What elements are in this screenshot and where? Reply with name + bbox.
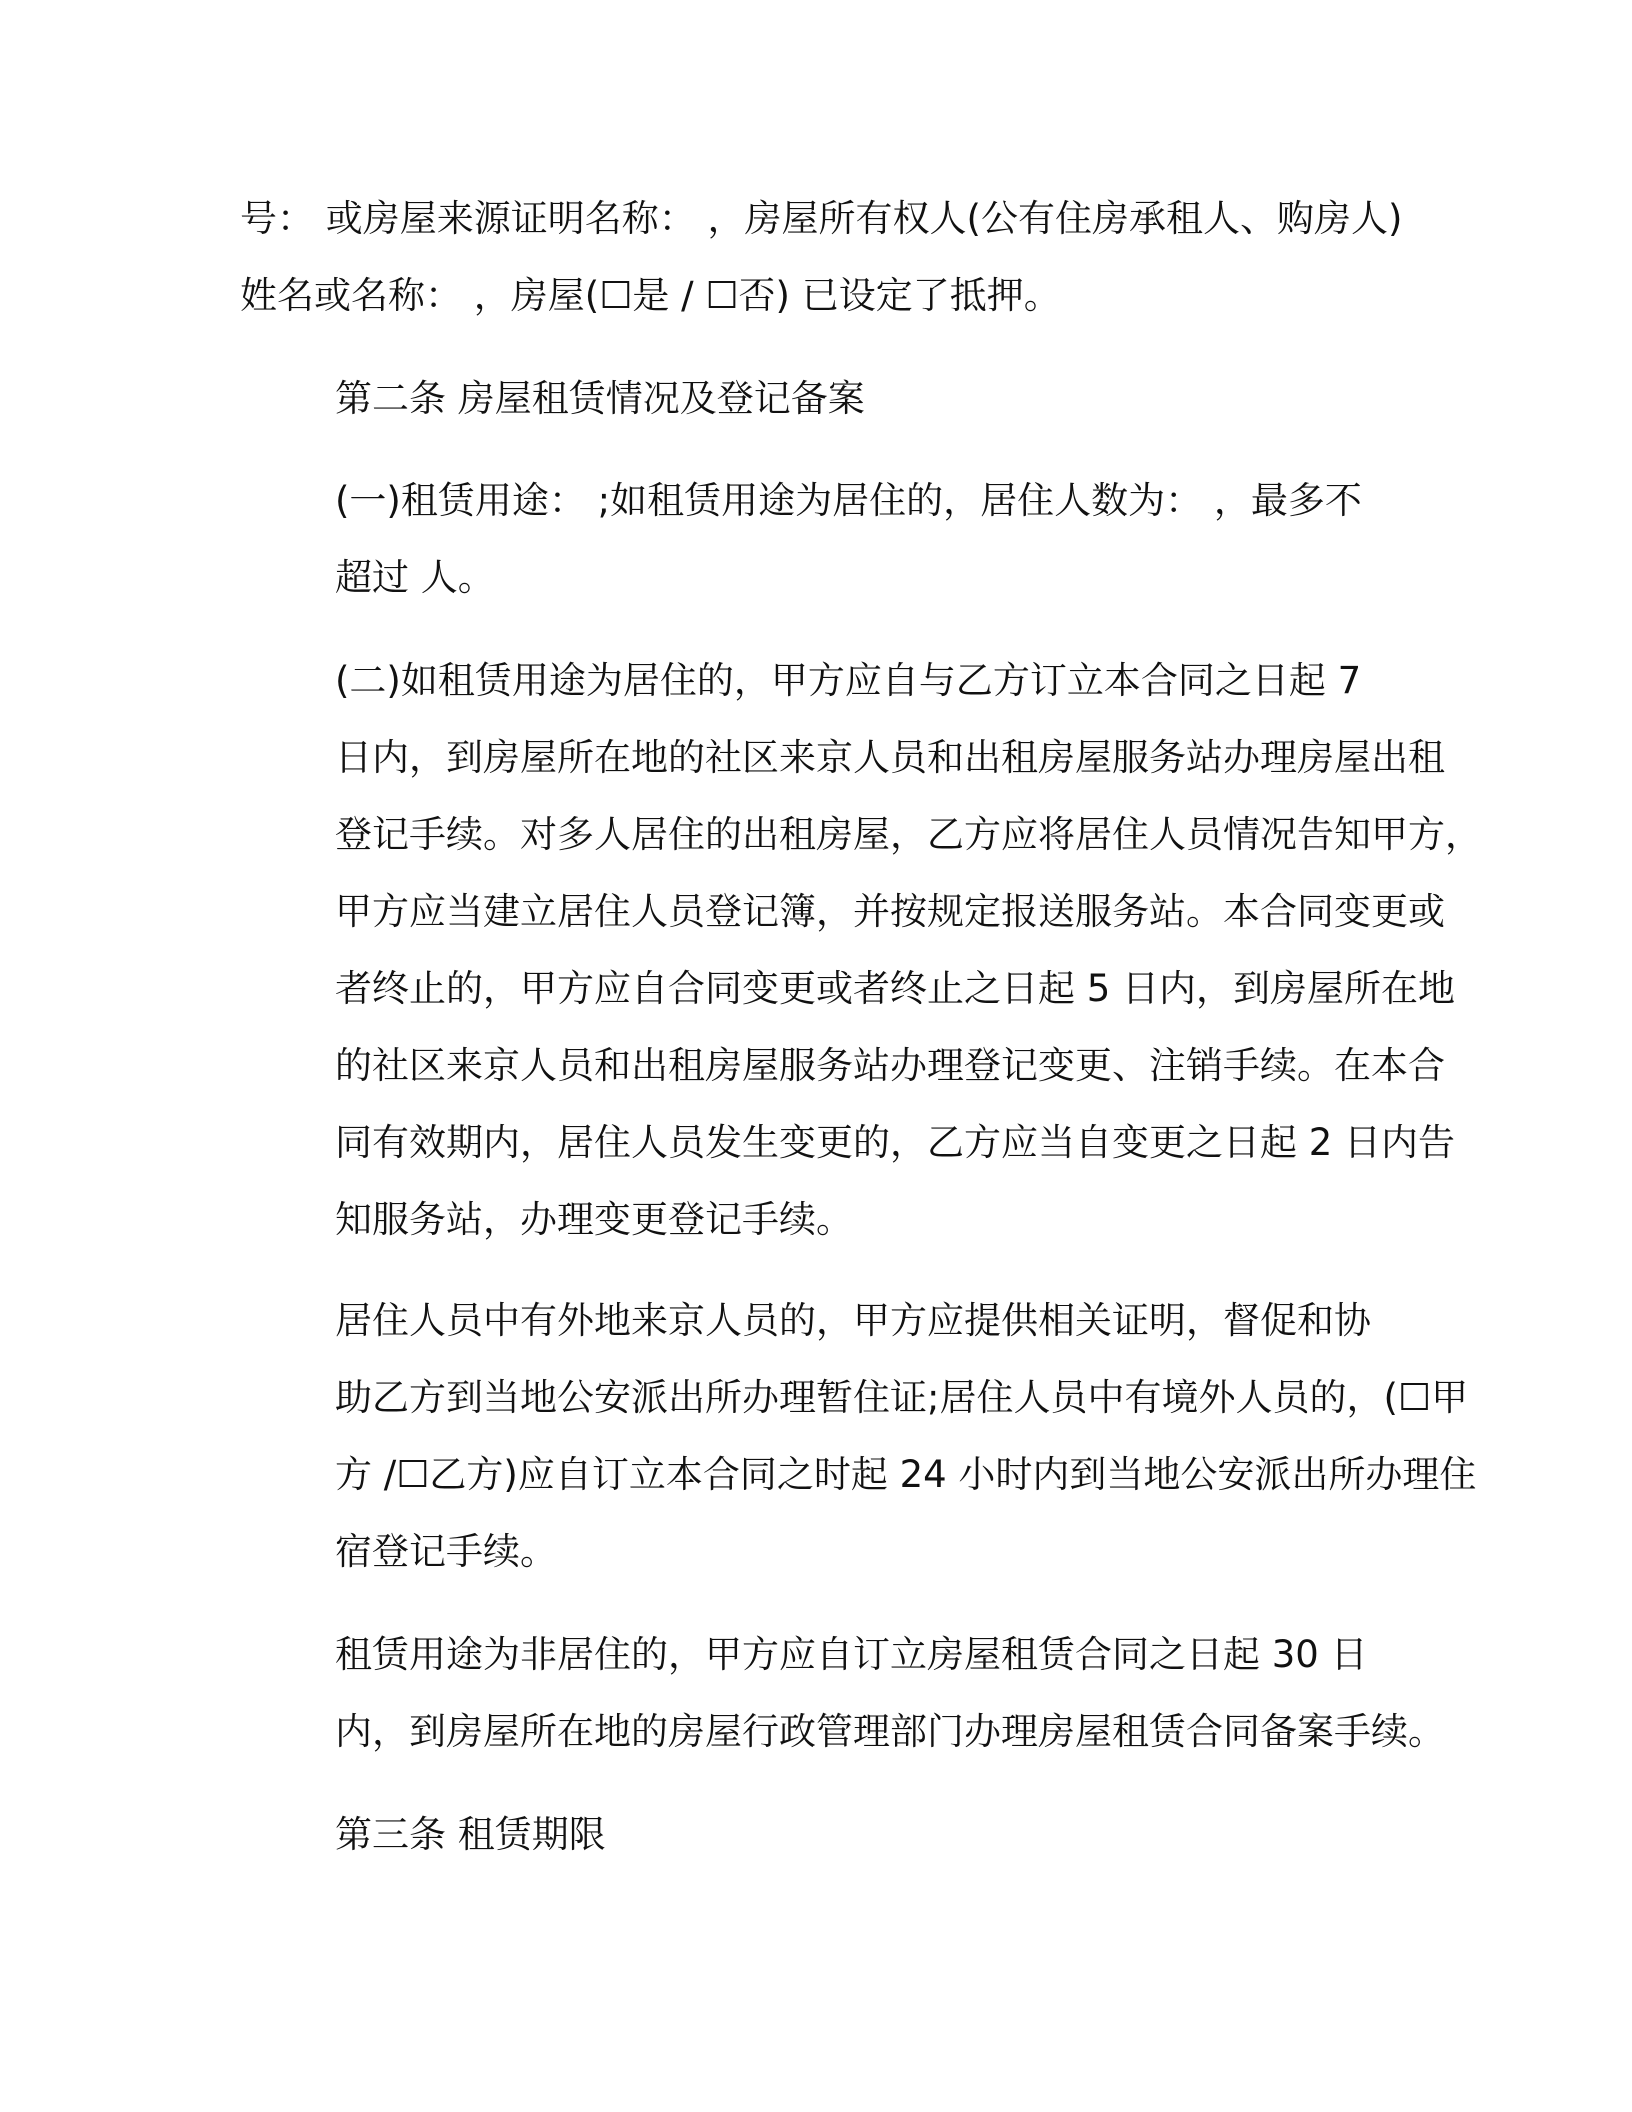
text-line: 者终止的，甲方应自合同变更或者终止之日起 5 日内，到房屋所在地 (335, 967, 1456, 1010)
text-line: 方 /☐乙方)应自订立本合同之时起 24 小时内到当地公安派出所办理住 (335, 1453, 1477, 1496)
text-line: (二)如租赁用途为居住的，甲方应自与乙方订立本合同之日起 7 (335, 659, 1362, 702)
text-line: 租赁用途为非居住的，甲方应自订立房屋租赁合同之日起 30 日 (335, 1633, 1368, 1676)
text-line: 居住人员中有外地来京人员的，甲方应提供相关证明，督促和协 (335, 1299, 1371, 1342)
text-line: 内，到房屋所在地的房屋行政管理部门办理房屋租赁合同备案手续。 (335, 1710, 1445, 1753)
paragraph-property-ownership (240, 180, 1403, 334)
heading-text: 第三条 租赁期限 (335, 1813, 606, 1856)
text-line: 助乙方到当地公安派出所办理暂住证;居住人员中有境外人员的，(☐甲 (335, 1376, 1469, 1419)
text-line: 姓名或名称： ，房屋(☐是 / ☐否) 已设定了抵押。 (240, 274, 1061, 317)
text-line: 宿登记手续。 (335, 1530, 557, 1573)
article-2-heading (240, 360, 1400, 437)
text-line: 超过 人。 (335, 556, 495, 599)
paragraph-lease-purpose (240, 462, 1400, 616)
heading-text: 第二条 房屋租赁情况及登记备案 (335, 377, 865, 420)
text-line: 日内，到房屋所在地的社区来京人员和出租房屋服务站办理房屋出租 (335, 736, 1445, 779)
paragraph-residential-registration (240, 642, 1482, 1258)
text-line: 甲方应当建立居住人员登记簿，并按规定报送服务站。本合同变更或 (335, 890, 1445, 933)
text-line: (一)租赁用途： ;如租赁用途为居住的，居住人数为： ，最多不 (335, 479, 1362, 522)
paragraph-nonresidential-filing (240, 1616, 1445, 1770)
paragraph-nonlocal-residents (240, 1282, 1477, 1590)
text-line: 同有效期内，居住人员发生变更的，乙方应当自变更之日起 2 日内告 (335, 1121, 1456, 1164)
text-line: 号： 或房屋来源证明名称： ，房屋所有权人(公有住房承租人、购房人) (240, 197, 1403, 240)
text-line: 登记手续。对多人居住的出租房屋，乙方应将居住人员情况告知甲方， (335, 813, 1482, 856)
article-3-heading (240, 1796, 1400, 1873)
text-line: 的社区来京人员和出租房屋服务站办理登记变更、注销手续。在本合 (335, 1044, 1445, 1087)
text-line: 知服务站，办理变更登记手续。 (335, 1198, 853, 1241)
